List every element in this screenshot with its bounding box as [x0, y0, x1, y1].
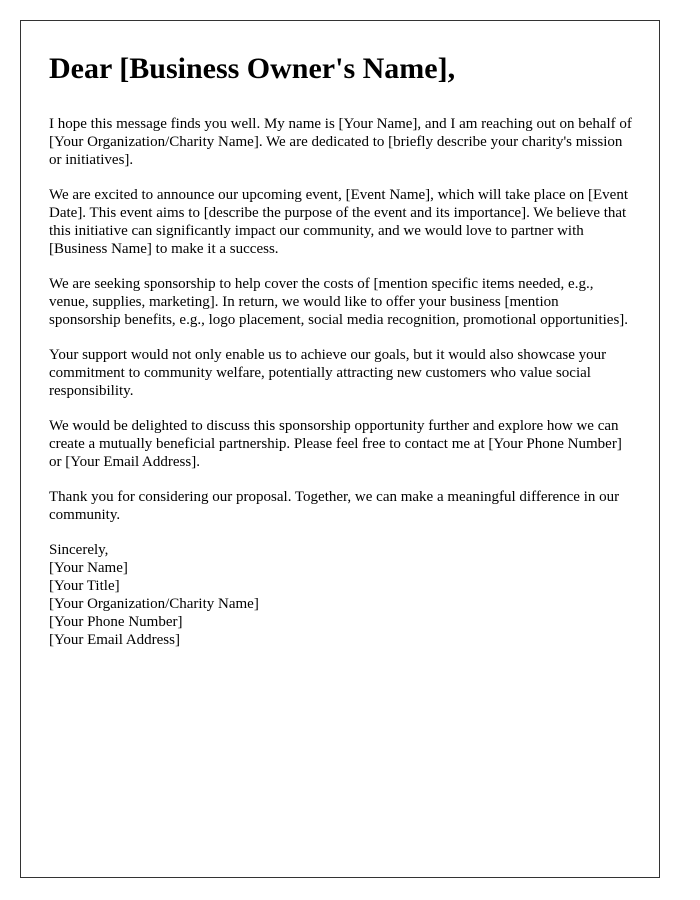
signer-email: [Your Email Address]	[49, 632, 180, 648]
paragraph-contact: We would be delighted to discuss this sponsorship opportunity further and explore how we can create a mutually beneficial partnership. Please feel free to contact me at [Your Phone Number] or [Your Email Address].	[49, 418, 622, 470]
paragraph-introduction: I hope this message finds you well. My name is [Your Name], and I am reaching out on behalf of [Your Organization/Charity Name]. We are dedicated to [briefly describe your charity's mission or initiatives].	[49, 116, 632, 168]
salutation: Dear [Business Owner's Name],	[49, 52, 456, 85]
signer-phone: [Your Phone Number]	[49, 614, 183, 630]
paragraph-thanks: Thank you for considering our proposal. Together, we can make a meaningful difference in our community.	[49, 489, 620, 523]
letter-page	[20, 20, 660, 878]
signer-title: [Your Title]	[49, 578, 120, 594]
signer-organization: [Your Organization/Charity Name]	[49, 596, 259, 612]
paragraph-sponsorship: We are seeking sponsorship to help cover the costs of [mention specific items needed, e.g., venue, supplies, marketing]. In return, we would like to offer your business [mention sponsorship benefits, e.g., logo placement, social media recognition, promotional opportunities].	[49, 276, 629, 328]
paragraph-event: We are excited to announce our upcoming event, [Event Name], which will take place on [Event Date]. This event aims to [describe the purpose of the event and its importance]. We believe that this initiative can significantly impact our community, and we would love to partner with [Business Name] to make it a success.	[49, 187, 628, 257]
paragraph-support: Your support would not only enable us to achieve our goals, but it would also showcase your commitment to community welfare, potentially attracting new customers who value social responsibility.	[49, 347, 607, 399]
signature-block	[49, 541, 633, 649]
sign-off: Sincerely,	[49, 542, 109, 558]
signer-name: [Your Name]	[49, 560, 128, 576]
